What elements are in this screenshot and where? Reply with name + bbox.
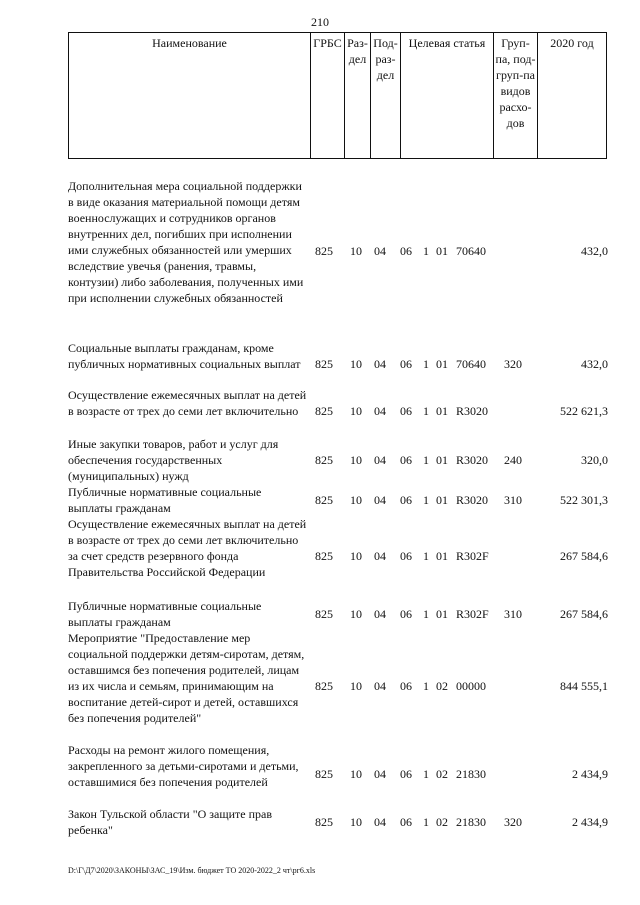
target-part3-cell: 01 <box>436 357 448 371</box>
row-name: Осуществление ежемесячных выплат на детей в возрасте от трех до семи лет включительно <box>68 388 307 418</box>
target-code-cell: 70640 <box>456 357 486 371</box>
header-razdel: Раз-дел <box>344 32 370 159</box>
target-code-cell: 00000 <box>456 679 486 693</box>
header-grbs: ГРБС <box>310 32 344 159</box>
target-part1-cell: 06 <box>400 549 412 563</box>
amount-cell: 267 584,6 <box>560 549 608 563</box>
table-row <box>68 742 608 806</box>
razdel-cell: 10 <box>350 453 362 467</box>
razdel-cell: 10 <box>350 815 362 829</box>
razdel-cell: 10 <box>350 767 362 781</box>
page-number: 210 <box>311 15 329 29</box>
razdel-cell: 10 <box>350 244 362 258</box>
file-path: D:\Г\Д7\2020\ЗАКОНЫ\ЗАС_19\Изм. бюджет ТО 2020-2022_2 чт\рг6.xls <box>68 866 316 875</box>
podrazdel-cell: 04 <box>374 453 386 467</box>
grbs-cell: 825 <box>315 549 333 563</box>
target-code-cell: 21830 <box>456 767 486 781</box>
target-part3-cell: 01 <box>436 453 448 467</box>
row-name: Осуществление ежемесячных выплат на детей в возрасте от трех до семи лет включительно за счет средств резервного фонда Правительства Российской Федерации <box>68 517 307 579</box>
grbs-cell: 825 <box>315 767 333 781</box>
podrazdel-cell: 04 <box>374 679 386 693</box>
target-part1-cell: 06 <box>400 453 412 467</box>
table-row <box>68 436 608 484</box>
table-row <box>68 598 608 630</box>
header-year: 2020 год <box>537 32 607 159</box>
amount-cell: 844 555,1 <box>560 679 608 693</box>
table-row <box>68 630 608 742</box>
grbs-cell: 825 <box>315 679 333 693</box>
group-cell: 320 <box>504 357 522 371</box>
target-part1-cell: 06 <box>400 244 412 258</box>
target-part1-cell: 06 <box>400 607 412 621</box>
amount-cell: 522 301,3 <box>560 493 608 507</box>
amount-cell: 320,0 <box>581 453 608 467</box>
table-row <box>68 516 608 596</box>
grbs-cell: 825 <box>315 357 333 371</box>
podrazdel-cell: 04 <box>374 404 386 418</box>
grbs-cell: 825 <box>315 453 333 467</box>
grbs-cell: 825 <box>315 815 333 829</box>
razdel-cell: 10 <box>350 357 362 371</box>
grbs-cell: 825 <box>315 404 333 418</box>
target-part3-cell: 01 <box>436 244 448 258</box>
target-part3-cell: 01 <box>436 607 448 621</box>
grbs-cell: 825 <box>315 607 333 621</box>
row-name: Публичные нормативные социальные выплаты гражданам <box>68 485 262 515</box>
amount-cell: 432,0 <box>581 244 608 258</box>
target-part1-cell: 06 <box>400 767 412 781</box>
target-part2-cell: 1 <box>423 453 429 467</box>
amount-cell: 522 621,3 <box>560 404 608 418</box>
table-row <box>68 340 608 388</box>
target-part3-cell: 01 <box>436 493 448 507</box>
target-part1-cell: 06 <box>400 815 412 829</box>
target-part2-cell: 1 <box>423 493 429 507</box>
razdel-cell: 10 <box>350 404 362 418</box>
target-part2-cell: 1 <box>423 404 429 418</box>
target-part2-cell: 1 <box>423 767 429 781</box>
target-part3-cell: 01 <box>436 549 448 563</box>
row-name: Закон Тульской области "О защите прав ребенка" <box>68 807 273 837</box>
razdel-cell: 10 <box>350 607 362 621</box>
podrazdel-cell: 04 <box>374 815 386 829</box>
target-part3-cell: 02 <box>436 815 448 829</box>
podrazdel-cell: 04 <box>374 767 386 781</box>
group-cell: 240 <box>504 453 522 467</box>
target-code-cell: R3020 <box>456 493 489 507</box>
grbs-cell: 825 <box>315 493 333 507</box>
header-podrazdel: Под-раз-дел <box>370 32 400 159</box>
target-code-cell: R3020 <box>456 404 489 418</box>
target-part2-cell: 1 <box>423 679 429 693</box>
table-row <box>68 484 608 516</box>
group-cell: 310 <box>504 607 522 621</box>
target-code-cell: R3020 <box>456 453 489 467</box>
table-row <box>68 387 608 435</box>
amount-cell: 267 584,6 <box>560 607 608 621</box>
razdel-cell: 10 <box>350 493 362 507</box>
podrazdel-cell: 04 <box>374 357 386 371</box>
podrazdel-cell: 04 <box>374 244 386 258</box>
row-name: Иные закупки товаров, работ и услуг для обеспечения государственных (муниципальных) нужд <box>68 437 279 483</box>
table-header <box>68 32 607 159</box>
amount-cell: 432,0 <box>581 357 608 371</box>
table-row <box>68 178 608 324</box>
header-group: Груп-па, под-груп-па видов расхо-дов <box>493 32 537 159</box>
target-part2-cell: 1 <box>423 357 429 371</box>
podrazdel-cell: 04 <box>374 493 386 507</box>
podrazdel-cell: 04 <box>374 549 386 563</box>
grbs-cell: 825 <box>315 244 333 258</box>
target-part1-cell: 06 <box>400 493 412 507</box>
target-part3-cell: 01 <box>436 404 448 418</box>
razdel-cell: 10 <box>350 549 362 563</box>
row-name: Мероприятие "Предоставление мер социальной поддержки детям-сиротам, детям, оставшимся без попечения родителей, лицам из их числа и семьям, принимающим на воспитание детей-сирот и детей, оставшихся без попечения родителей" <box>68 631 305 725</box>
target-code-cell: R302F <box>456 549 489 563</box>
target-part2-cell: 1 <box>423 607 429 621</box>
target-part3-cell: 02 <box>436 767 448 781</box>
amount-cell: 2 434,9 <box>572 815 608 829</box>
target-part1-cell: 06 <box>400 679 412 693</box>
target-part2-cell: 1 <box>423 244 429 258</box>
row-name: Социальные выплаты гражданам, кроме публичных нормативных социальных выплат <box>68 341 301 371</box>
razdel-cell: 10 <box>350 679 362 693</box>
target-part3-cell: 02 <box>436 679 448 693</box>
podrazdel-cell: 04 <box>374 607 386 621</box>
row-name: Расходы на ремонт жилого помещения, закрепленного за детьми-сиротами и детьми, оставшимися без попечения родителей <box>68 743 299 789</box>
row-name: Дополнительная мера социальной поддержки в виде оказания материальной помощи детям военнослужащих и сотрудников органов внутренних дел, погибших при исполнении ими служебных обязанностей или умерших вследствие увечья (ранения, травмы, контузии) либо заболевания, полученных ими при исполнении служебных обязанностей <box>68 179 304 305</box>
target-code-cell: 70640 <box>456 244 486 258</box>
group-cell: 320 <box>504 815 522 829</box>
group-cell: 310 <box>504 493 522 507</box>
target-part2-cell: 1 <box>423 815 429 829</box>
target-part2-cell: 1 <box>423 549 429 563</box>
target-part1-cell: 06 <box>400 404 412 418</box>
header-name: Наименование <box>68 32 310 159</box>
table-row <box>68 806 608 838</box>
target-code-cell: 21830 <box>456 815 486 829</box>
header-target: Целевая статья <box>400 32 493 159</box>
amount-cell: 2 434,9 <box>572 767 608 781</box>
target-part1-cell: 06 <box>400 357 412 371</box>
target-code-cell: R302F <box>456 607 489 621</box>
row-name: Публичные нормативные социальные выплаты гражданам <box>68 599 262 629</box>
